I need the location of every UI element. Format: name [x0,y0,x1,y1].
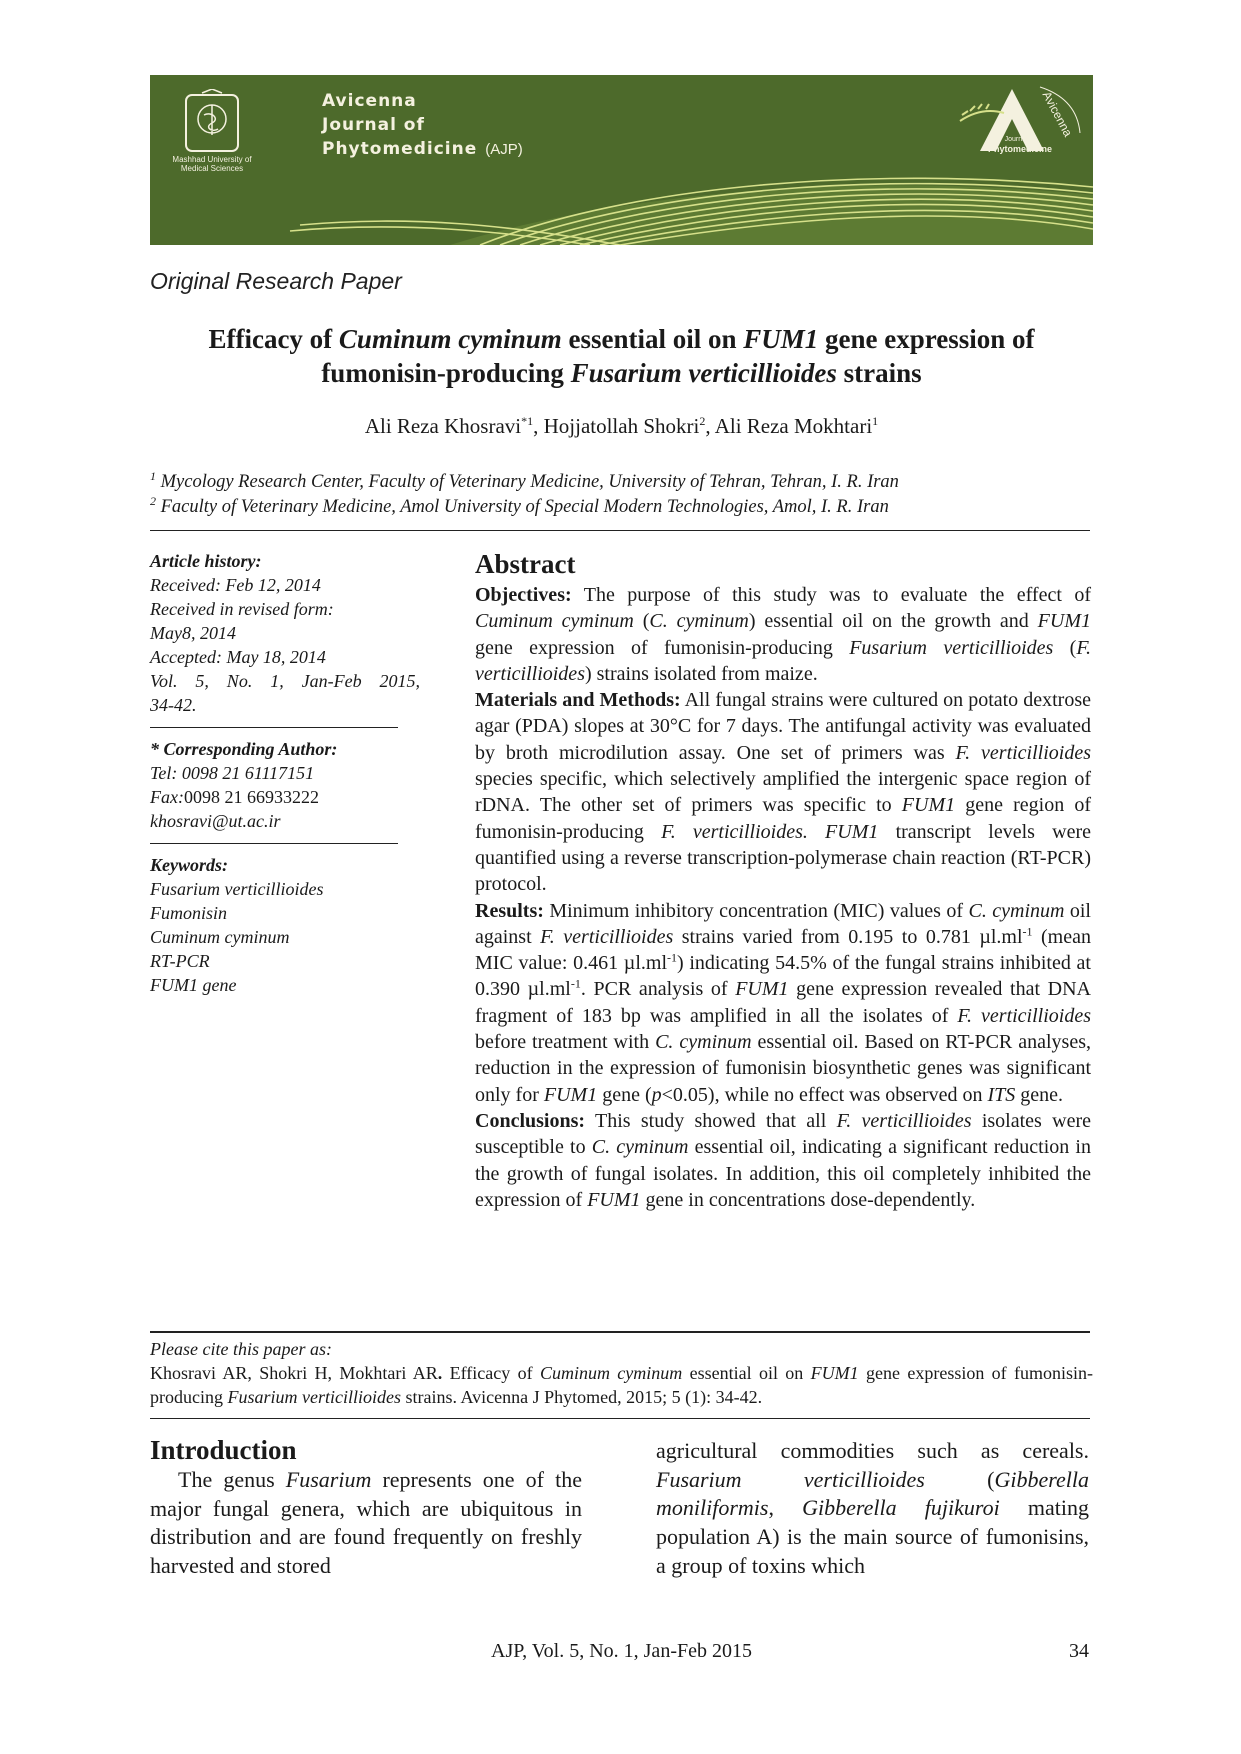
divider-top [150,530,1090,531]
introduction-column-left: The genus Fusarium represents one of the major fungal genera, which are ubiquitous in distribution and are found frequently on freshly harvested and stored [150,1467,582,1579]
journal-name-line2: Journal of [322,115,425,135]
paper-type: Original Research Paper [150,268,402,294]
page-range: 34-42. [150,695,197,715]
revised-date: May8, 2014 [150,623,236,643]
corresponding-fax: Fax:0098 21 66933222 [150,787,319,807]
avicenna-logo [940,81,1090,171]
abstract-methods: Materials and Methods: All fungal strains were cultured on potato dextrose agar (PDA) slopes at 30°C for 7 days. The antifungal activity was evaluated by broth microdilution assay. One set of primers was F. verticillioides species specific, which selectively amplified the intergenic space region of rDNA. The other set of primers was specific to FUM1 gene region of fumonisin-producing F. verticillioides. FUM1 transcript levels were quantified using a reverse transcription-polymerase chain reaction (RT-PCR) protocol. [475,689,1091,896]
paper-title: Efficacy of Cuminum cyminum essential oil on FUM1 gene expression of fumonisin-producing Fusarium verticillioides strains [208,324,1035,388]
affiliation-2: $^2$ Faculty of Veterinary Medicine, Amol University of Special Modern Technologies, Amol, I. R. Iran [150,493,889,517]
introduction-heading: Introduction [150,1435,297,1465]
logo-word: Avicenna [1039,89,1076,139]
author-list: Ali Reza Khosravi$^{*1}$, Hojjatollah Shokri$^2$, Ali Reza Mokhtari$^1$ [364,414,879,438]
keyword: Fumonisin [150,903,228,923]
revised-label: Received in revised form: [150,599,334,619]
journal-abbreviation: (AJP) [485,141,523,158]
keyword: Fusarium verticillioides [150,879,324,899]
page-number: 34 [1069,1640,1089,1662]
corresponding-heading: * Corresponding Author: [150,739,338,759]
citation-text: Khosravi AR, Shokri H, Mokhtari AR. Efficacy of Cuminum cyminum essential oil on FUM1 gene expression of fumonisin-producing Fusarium verticillioides strains. Avicenna J Phytomed, 2015; 5 (1): 34-42. [150,1363,1094,1407]
sidebar-divider-2 [150,843,398,844]
keyword: RT-PCR [150,951,210,971]
seal-icon [172,89,252,159]
abstract-section [475,548,1091,1213]
citation-block [150,1337,1093,1409]
article-history-heading: Article history: [150,551,262,571]
abstract-conclusions: Conclusions: This study showed that all F. verticillioides isolates were susceptible to C. cyminum essential oil, indicating a significant reduction in the growth of fungal isolates. In addition, this oil completely inhibited the expression of FUM1 gene in concentrations dose-dependently. [475,1109,1092,1211]
university-seal [172,89,252,159]
keyword: FUM1 gene [150,975,237,995]
introduction-column-right: agricultural commodities such as cereals. Fusarium verticillioides (Gibberella moniliformis, Gibberella fujikuroi mating population A) is the main source of fumonisins, a group of toxins which [656,1438,1090,1578]
sidebar-divider-1 [150,727,398,728]
keyword: Cuminum cyminum [150,927,290,947]
abstract-results: Results: Minimum inhibitory concentration (MIC) values of C. cyminum oil against F. verticillioides strains varied from 0.195 to 0.781 $\mu l.ml^{-1}$ (mean MIC value: 0.461 $\mu l.ml^{-1}$) indicating 54.5% of the fungal strains inhibited at 0.390 $\mu l.ml^{-1}$. PCR analysis of FUM1 gene expression revealed that DNA fragment of 183 bp was amplified in all the isolates of F. verticillioides before treatment with C. cyminum essential oil. Based on RT-PCR analyses, reduction in the expression of fumonisin biosynthetic genes was significant only for FUM1 gene (p<0.05), while no effect was observed on ITS gene. [475,899,1091,1106]
keywords-heading: Keywords: [150,855,228,875]
volume-info: Vol. 5, No. 1, Jan-Feb 2015, [150,671,420,691]
divider-citation-bottom [150,1418,1090,1419]
journal-name-line3: Phytomedicine [322,139,478,159]
corresponding-email[interactable]: khosravi@ut.ac.ir [150,811,281,831]
accepted-date: Accepted: May 18, 2014 [150,647,326,667]
journal-name-line1: Avicenna [322,91,417,111]
journal-banner [150,75,1093,245]
university-name: Mashhad University of Medical Sciences [172,155,252,173]
received-date: Received: Feb 12, 2014 [150,575,321,595]
abstract-heading: Abstract [475,549,576,579]
footer-journal: AJP, Vol. 5, No. 1, Jan-Feb 2015 [491,1640,752,1662]
article-info-sidebar [150,549,420,997]
affiliation-1: $^1$ Mycology Research Center, Faculty of Veterinary Medicine, University of Tehran, Tehran, I. R. Iran [150,468,899,492]
citation-heading: Please cite this paper as: [150,1339,332,1359]
divider-abstract-bottom [150,1331,1090,1333]
logo-caption-small: Journal of [1004,136,1036,143]
affiliations [150,470,899,520]
corresponding-tel: Tel: 0098 21 61117151 [150,763,315,783]
abstract-objectives: Objectives: The purpose of this study was to evaluate the effect of Cuminum cyminum (C. cyminum) essential oil on the growth and FUM1 gene expression of fumonisin-producing Fusarium verticillioides (F. verticillioides) strains isolated from maize. [475,584,1091,685]
logo-caption: Phytomedicine [987,144,1052,154]
